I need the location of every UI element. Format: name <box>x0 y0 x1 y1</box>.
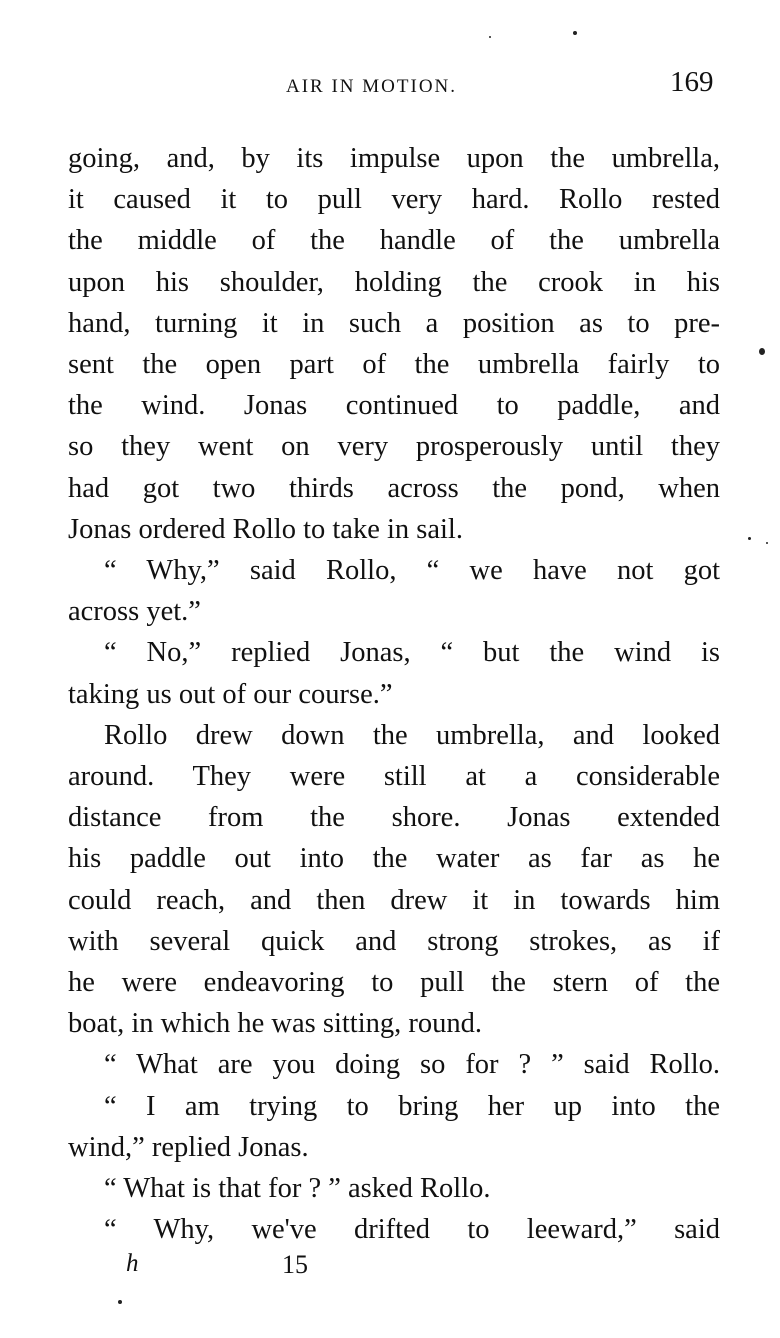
text-line: could reach, and then drew it in towards him <box>68 884 720 916</box>
print-speck <box>759 348 765 355</box>
body-text <box>68 138 720 1250</box>
print-speck <box>766 542 768 544</box>
text-line: across yet.” <box>68 596 201 628</box>
text-line: taking us out of our course.” <box>68 678 393 710</box>
print-speck <box>573 31 577 35</box>
text-line: sent the open part of the umbrella fairly to <box>68 349 720 381</box>
running-head: AIR IN MOTION. <box>286 76 458 97</box>
text-line: the wind. Jonas continued to paddle, and <box>68 390 720 422</box>
text-line: wind,” replied Jonas. <box>68 1131 309 1163</box>
signature-mark: h <box>126 1250 139 1277</box>
text-line: around. They were still at a considerable <box>68 761 720 793</box>
print-speck <box>489 36 491 38</box>
text-line: hand, turning it in such a position as to pre- <box>68 307 720 339</box>
text-line: upon his shoulder, holding the crook in his <box>68 266 720 298</box>
text-line: Jonas ordered Rollo to take in sail. <box>68 513 463 545</box>
text-line: “ No,” replied Jonas, “ but the wind is <box>104 637 720 669</box>
text-line: he were endeavoring to pull the stern of the <box>68 967 720 999</box>
text-line: it caused it to pull very hard. Rollo rested <box>68 184 720 216</box>
print-speck <box>118 1300 122 1304</box>
text-line: boat, in which he was sitting, round. <box>68 1008 482 1040</box>
text-line: “ What is that for ? ” asked Rollo. <box>104 1173 491 1205</box>
text-line: “ Why,” said Rollo, “ we have not got <box>104 555 720 587</box>
text-line: “ I am trying to bring her up into the <box>104 1090 720 1122</box>
text-line: Rollo drew down the umbrella, and looked <box>104 719 720 751</box>
sheet-number: 15 <box>282 1250 308 1279</box>
text-line: distance from the shore. Jonas extended <box>68 802 720 834</box>
print-speck <box>748 537 751 540</box>
text-line: going, and, by its impulse upon the umbrella, <box>68 143 720 174</box>
text-line: had got two thirds across the pond, when <box>68 472 720 504</box>
text-line: so they went on very prosperously until they <box>68 431 720 463</box>
text-line: his paddle out into the water as far as he <box>68 843 720 875</box>
text-line: “ Why, we've drifted to leeward,” said <box>104 1214 720 1246</box>
page-number: 169 <box>670 66 714 98</box>
text-line: with several quick and strong strokes, as if <box>68 925 720 957</box>
text-line: the middle of the handle of the umbrella <box>68 225 720 257</box>
text-line: “ What are you doing so for ? ” said Rollo. <box>104 1049 720 1081</box>
